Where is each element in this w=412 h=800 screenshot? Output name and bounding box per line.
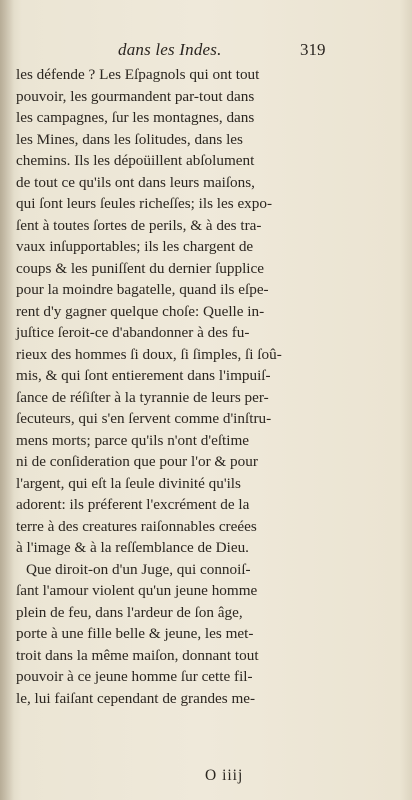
running-title: dans les Indes.: [118, 40, 222, 59]
text-line: ni de conſideration que pour l'or & pour: [16, 453, 258, 470]
text-line: les défende ? Les Eſpagnols qui ont tout: [16, 66, 260, 83]
text-line: ſecuteurs, qui s'en ſervent comme d'inſtru-: [16, 410, 272, 427]
spine-shadow: [0, 0, 14, 800]
text-line: porte à une fille belle & jeune, les met-: [16, 625, 254, 642]
text-line: terre à des creatures raiſonnables creées: [16, 517, 257, 535]
text-line: les campagnes, ſur les montagnes, dans: [16, 109, 255, 126]
running-head: [0, 40, 412, 64]
text-line: ſant l'amour violent qu'un jeune homme: [16, 582, 258, 599]
text-line: juſtice ſeroit-ce d'abandonner à des fu-: [16, 324, 250, 341]
text-line: pouvoir à ce jeune homme ſur cette fil-: [16, 668, 253, 685]
text-line: qui ſont leurs ſeules richeſſes; ils les expo-: [16, 195, 273, 212]
text-line: chemins. Ils les dépoüillent abſolument: [16, 152, 255, 169]
text-line: à l'image & à la reſſemblance de Dieu.: [16, 539, 249, 556]
text-line: le, lui faiſant cependant de grandes me-: [16, 689, 256, 707]
signature-mark: O iiij: [205, 767, 244, 784]
text-line: adorent: ils préferent l'excrément de la: [16, 496, 250, 513]
text-line: ſance de réſiſter à la tyrannie de leurs per-: [16, 388, 269, 406]
text-line: troit dans la même maiſon, donnant tout: [16, 646, 259, 664]
body-text: [16, 64, 336, 709]
text-line: pouvoir, les gourmandent par-tout dans: [16, 87, 255, 105]
paragraph-start-line: Que diroit-on d'un Juge, qui connoiſ-: [26, 560, 251, 578]
text-line: mis, & qui ſont entierement dans l'impuiſ-: [16, 367, 271, 384]
text-line: ſent à toutes ſortes de perils, & à des tra-: [16, 216, 262, 234]
text-line: de tout ce qu'ils ont dans leurs maiſons,: [16, 173, 255, 191]
text-line: rieux des hommes ſi doux, ſi ſimples, ſi ſoû-: [16, 345, 282, 363]
text-line: l'argent, qui eſt la ſeule divinité qu'ils: [16, 474, 241, 492]
text-line: mens morts; parce qu'ils n'ont d'eſtime: [16, 431, 250, 449]
text-line: les Mines, dans les ſolitudes, dans les: [16, 130, 243, 148]
text-line: plein de feu, dans l'ardeur de ſon âge,: [16, 603, 243, 621]
page-number: 319: [300, 40, 326, 59]
text-line: vaux inſupportables; ils les chargent de: [16, 238, 254, 255]
text-line: coups & les puniſſent du dernier ſupplice: [16, 259, 265, 277]
text-line: rent d'y gagner quelque choſe: Quelle in-: [16, 302, 265, 320]
text-line: pour la moindre bagatelle, quand ils eſpe-: [16, 281, 269, 298]
